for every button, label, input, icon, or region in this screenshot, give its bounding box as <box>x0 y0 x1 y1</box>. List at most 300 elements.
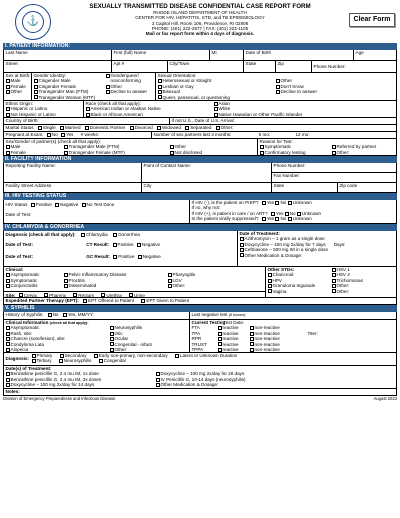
viral-checkbox[interactable] <box>262 217 266 221</box>
option-label: reactive <box>222 330 239 336</box>
weeks-label: # weeks: <box>80 132 99 137</box>
hiv-test-date-field[interactable]: Date of Test: <box>5 212 32 217</box>
syph-clinical-checkbox[interactable] <box>6 337 10 341</box>
site-label: Site: <box>5 292 16 297</box>
reason-checkbox[interactable] <box>332 151 336 155</box>
other-checkbox[interactable] <box>6 90 10 94</box>
phone-field[interactable]: Phone Number: <box>313 64 346 69</box>
option-label: Primary <box>36 353 53 358</box>
option-label: Doxycycline – 100 mg 2x/day for 7 days <box>244 241 326 247</box>
option-label: Native Hawaiian or Other Pacific Islander <box>218 111 303 117</box>
option-label: Yes, MM/YY: <box>67 312 94 317</box>
option-label: Benzathine penicillin G, 2.4 mu IM, 3x doses <box>10 376 102 382</box>
clinical-checkbox[interactable] <box>6 284 10 288</box>
site-checkbox[interactable] <box>101 293 105 297</box>
test-name: TPA <box>191 330 201 336</box>
demographics-row <box>3 73 397 101</box>
gender-checkbox[interactable] <box>34 79 38 83</box>
notes-row <box>3 389 397 396</box>
gender-checkbox[interactable] <box>34 95 38 99</box>
marital-status-label: Marital Status <box>5 125 34 130</box>
reactive-checkbox[interactable] <box>218 326 222 330</box>
reason-for-test-group <box>258 139 396 155</box>
std-checkbox[interactable] <box>268 279 272 283</box>
nonreactive-checkbox[interactable] <box>250 332 254 336</box>
option-label: Tertiary <box>36 358 52 364</box>
site-checkbox[interactable] <box>129 293 133 297</box>
other-stds-group <box>266 267 396 297</box>
syphilis-history-group <box>4 312 190 319</box>
option-label: Congenital - infant <box>114 341 152 347</box>
option-label: Transgender Female (MTF) <box>68 149 125 155</box>
female-checkbox[interactable] <box>6 85 10 89</box>
viral-checkbox[interactable] <box>288 217 292 221</box>
option-label: Pharyngitis <box>172 272 196 278</box>
syph-clinical-checkbox[interactable] <box>110 337 114 341</box>
option-label: Not Hispanic or Latino <box>10 111 56 117</box>
section-facility-info: II. FACILITY INFORMATION <box>3 156 397 163</box>
ept-offered-checkbox[interactable] <box>83 299 87 303</box>
partner-checkbox[interactable] <box>170 145 174 149</box>
gc-result-checkbox[interactable] <box>113 255 117 259</box>
option-label: Cisgender Male <box>38 78 71 84</box>
option-label: Neurosyphilis <box>114 325 143 331</box>
gender-checkbox[interactable] <box>106 74 110 78</box>
option-label: Asymptomatic <box>10 272 40 278</box>
syphilis-clinical-group <box>4 320 190 352</box>
prep-checkbox[interactable] <box>262 201 266 205</box>
sex-at-birth-label: Sex at Birth: <box>5 73 31 78</box>
option-label: non-reactive <box>254 341 280 347</box>
syph-clinical-checkbox[interactable] <box>6 332 10 336</box>
option-label: Other Medication & Dosage: <box>244 252 303 258</box>
option-label: Single <box>42 125 56 130</box>
option-label: Yes <box>275 210 284 216</box>
reactive-checkbox[interactable] <box>218 337 222 341</box>
option-label: Secondary <box>64 353 87 358</box>
treatment-date-label: Date of Treatment: <box>239 231 280 236</box>
syph-dx-checkbox[interactable] <box>32 354 36 358</box>
art-checkbox[interactable] <box>271 212 275 216</box>
option-label: Positive <box>35 202 52 207</box>
current-testing-group <box>190 320 396 352</box>
viral-question: Is the patient virally suppressed? <box>191 216 259 222</box>
contact-name-field[interactable]: Point of Contact Name: <box>142 163 272 182</box>
gender-identity-group <box>32 73 156 100</box>
syph-clinical-checkbox[interactable] <box>6 348 10 352</box>
gc-result-label: GC Result: <box>86 254 111 259</box>
race-checkbox[interactable] <box>214 113 218 117</box>
hiv-status-checkbox[interactable] <box>55 203 59 207</box>
race-group <box>84 101 396 117</box>
hiv-status-checkbox[interactable] <box>31 203 35 207</box>
reason-checkbox[interactable] <box>260 151 264 155</box>
gc-date-label: Date of Test: <box>5 254 33 259</box>
male-checkbox[interactable] <box>6 79 10 83</box>
viral-checkbox[interactable] <box>275 217 279 221</box>
ept-row <box>3 298 397 305</box>
marital-checkbox[interactable] <box>157 126 161 130</box>
option-label: non-reactive <box>254 325 280 331</box>
option-label: No <box>280 216 287 222</box>
clinical-checkbox[interactable] <box>64 273 68 277</box>
race-checkbox[interactable] <box>214 102 218 106</box>
option-label: Female <box>10 83 26 89</box>
mail-note: Mail or fax report form within 4 days of diagnosis. <box>145 31 255 37</box>
clinical-info-label: Clinical Information <box>5 320 49 325</box>
option-label: Other <box>110 83 122 89</box>
age-field[interactable]: Age <box>355 50 364 55</box>
six-month-label: 6 mo: <box>258 132 271 137</box>
facility-zip-field[interactable]: Zip code <box>339 183 358 188</box>
syph-dx-checkbox[interactable] <box>32 359 36 363</box>
site-checkbox[interactable] <box>268 289 272 293</box>
nonreactive-checkbox[interactable] <box>250 348 254 352</box>
hiv-row <box>3 200 397 224</box>
ethnic-origin-label: Ethnic Origin: <box>5 101 34 106</box>
clinical-checkbox[interactable] <box>6 279 10 283</box>
site-group <box>4 291 265 297</box>
facility-phone-field[interactable]: Phone Number: <box>272 163 396 173</box>
syph-dx-checkbox[interactable] <box>99 359 103 363</box>
history-yes-checkbox[interactable] <box>63 313 67 317</box>
marital-checkbox[interactable] <box>38 126 42 130</box>
pregnant-no-checkbox[interactable] <box>47 133 51 137</box>
reason-checkbox[interactable] <box>332 145 336 149</box>
facility-name-field[interactable]: Reporting Facility Name: <box>4 163 142 182</box>
option-label: Cisgender Female <box>38 83 77 89</box>
partner-reason-row <box>3 139 397 156</box>
nonreactive-checkbox[interactable] <box>250 326 254 330</box>
clinical-checkbox[interactable] <box>6 273 10 277</box>
option-label: Pharynx <box>49 292 66 297</box>
option-label: Don't Know <box>280 83 304 89</box>
option-label: Lesbian or Gay <box>162 83 194 89</box>
option-label: Widowed <box>162 125 181 130</box>
option-label: Doxycycline – 100 mg 2x/day for 28 days <box>160 371 245 377</box>
syph-clinical-checkbox[interactable] <box>6 326 10 330</box>
option-label: LGV <box>172 277 182 283</box>
option-label: American Indian or Alaskan Native <box>90 106 161 112</box>
reactive-checkbox[interactable] <box>218 342 222 346</box>
header-line: RHODE ISLAND DEPARTMENT OF HEALTH <box>153 10 247 16</box>
last-negative-label: Last negative test <box>191 312 228 317</box>
option-label: Female <box>10 149 26 155</box>
option-label: Rash, site: <box>10 330 33 336</box>
marital-checkbox[interactable] <box>216 126 220 130</box>
diagnosis-label: Diagnosis (check all that apply): <box>5 232 76 237</box>
partner-checkbox[interactable] <box>64 145 68 149</box>
gender-checkbox[interactable] <box>106 90 110 94</box>
option-label: No <box>51 132 58 137</box>
treatment-checkbox[interactable] <box>240 237 244 241</box>
mi-field[interactable]: MI <box>210 50 244 60</box>
race-label: Race (check all that apply): <box>85 101 141 106</box>
partner-checkbox[interactable] <box>6 145 10 149</box>
country-row <box>3 118 397 125</box>
days-label: Days: <box>333 241 346 247</box>
prep-checkbox[interactable] <box>275 201 279 205</box>
name-row <box>3 50 397 61</box>
ct-result-label: CT Result: <box>86 242 110 247</box>
marital-checkbox[interactable] <box>85 126 89 130</box>
option-label: Other: <box>114 346 128 352</box>
street-field[interactable]: Street <box>4 61 112 72</box>
gender-identity-label: Gender Identity: <box>33 73 67 78</box>
syph-treatment-checkbox[interactable] <box>156 378 160 382</box>
syph-clinical-checkbox[interactable] <box>110 342 114 346</box>
gender-checkbox[interactable] <box>106 85 110 89</box>
facility-fax-field[interactable]: Fax Number: <box>273 173 301 178</box>
clinical-checkbox[interactable] <box>168 284 172 288</box>
option-label: Latent or Unknown Duration <box>180 353 238 358</box>
section-patient-info: I. PATIENT INFORMATION: <box>3 43 397 50</box>
option-label: Other: <box>336 149 350 155</box>
marital-checkbox[interactable] <box>185 126 189 130</box>
orientation-checkbox[interactable] <box>158 85 162 89</box>
option-label: Decline to answer <box>280 89 318 95</box>
clinical-label: Clinical: <box>5 267 24 272</box>
clinical-checkbox[interactable] <box>64 284 68 288</box>
std-checkbox[interactable] <box>332 273 336 277</box>
us-arrival-date-field[interactable]: If not U.S., Date of U.S. Arrival: <box>171 118 235 123</box>
dob-field[interactable]: Date of Birth <box>244 50 354 60</box>
syph-dx-checkbox[interactable] <box>94 354 98 358</box>
prep-checkbox[interactable] <box>288 201 292 205</box>
clinical-checkbox[interactable] <box>64 279 68 283</box>
option-label: Hispanic or Latino <box>10 106 48 112</box>
page-footer <box>3 397 397 402</box>
option-label: Granuloma Inguinale <box>272 283 316 289</box>
ethnicity-checkbox[interactable] <box>6 113 10 117</box>
syphilis-clinical-row <box>3 320 397 353</box>
option-label: Negative <box>142 254 161 259</box>
form-header <box>3 3 397 43</box>
test-name: TPPA <box>191 346 204 352</box>
option-label: Transgender Woman (MTF) <box>38 94 96 100</box>
zip-field[interactable]: Zip <box>276 61 312 72</box>
header-line: PHONE: (401) 222-2577 | FAX: (401) 222-1105 <box>151 25 249 31</box>
other-stds-label: Other STDs: <box>267 267 295 272</box>
option-label: Negative <box>60 202 79 207</box>
option-label: Chancre (sore/lesion), site: <box>10 336 66 342</box>
sexual-orientation-group <box>156 73 396 100</box>
history-no-checkbox[interactable] <box>48 313 52 317</box>
race-checkbox[interactable] <box>214 107 218 111</box>
syphilis-diagnosis-row <box>3 353 397 366</box>
option-label: Unknown <box>292 216 312 222</box>
clinical-checkbox[interactable] <box>168 273 172 277</box>
option-label: Congenital <box>103 358 126 364</box>
treatment-checkbox[interactable] <box>240 248 244 252</box>
std-checkbox[interactable] <box>332 268 336 272</box>
reason-checkbox[interactable] <box>260 145 264 149</box>
partners-count-group <box>152 132 396 138</box>
reactive-checkbox[interactable] <box>218 332 222 336</box>
marital-status-group <box>4 125 396 131</box>
ct-date-label: Date of Test: <box>5 242 33 247</box>
ct-result-checkbox[interactable] <box>113 243 117 247</box>
option-label: reactive <box>222 325 239 331</box>
partner-checkbox[interactable] <box>64 151 68 155</box>
city-field[interactable]: City/Town <box>168 61 244 72</box>
orientation-checkbox[interactable] <box>158 90 162 94</box>
last-name-field[interactable]: Last Name <box>4 50 112 60</box>
option-label: Transgender Male (FTM) <box>68 144 120 150</box>
phone-fax-group <box>272 163 396 182</box>
footer-date: August 2023 <box>373 396 397 401</box>
option-label: non-reactive <box>254 330 280 336</box>
notes-field[interactable]: Notes: <box>5 389 20 394</box>
pregnancy-group <box>4 132 152 138</box>
option-label: Other: <box>336 283 350 289</box>
pregnant-yes-checkbox[interactable] <box>61 133 65 137</box>
option-label: Not disclosed <box>174 149 203 155</box>
std-checkbox[interactable] <box>332 279 336 283</box>
option-label: Urine <box>133 292 145 297</box>
site-checkbox[interactable] <box>73 293 77 297</box>
syph-dx-checkbox[interactable] <box>59 359 63 363</box>
reactive-checkbox[interactable] <box>218 348 222 352</box>
health-department-seal: ⚓ <box>15 4 51 40</box>
option-label: Divorced <box>134 125 153 130</box>
syph-treatment-checkbox[interactable] <box>6 378 10 382</box>
option-label: Benzathine penicillin G, 2.4 mu IM, 1x dose <box>10 371 99 377</box>
ctgc-treatment-group <box>238 231 396 266</box>
orientation-checkbox[interactable] <box>276 79 280 83</box>
std-checkbox[interactable] <box>332 284 336 288</box>
syph-dx-checkbox[interactable] <box>60 354 64 358</box>
std-checkbox[interactable] <box>268 273 272 277</box>
ctgc-diagnosis-group <box>4 231 238 266</box>
syph-diagnosis-label: Diagnosis: <box>5 356 29 361</box>
titer-label: Titer: <box>307 330 318 336</box>
country-of-birth-field[interactable]: Country of Birth: <box>4 118 170 124</box>
option-label: Domestic Partner <box>89 125 126 130</box>
test-name: RPR <box>191 336 202 342</box>
syph-treatment-checkbox[interactable] <box>156 383 160 387</box>
ethnicity-checkbox[interactable] <box>6 107 10 111</box>
syph-clinical-checkbox[interactable] <box>110 326 114 330</box>
site-checkbox[interactable] <box>44 293 48 297</box>
first-name-field[interactable]: First (full) Name <box>112 50 210 60</box>
marital-checkbox[interactable] <box>130 126 134 130</box>
section-syphilis: V. SYPHILIS <box>3 305 397 312</box>
std-checkbox[interactable] <box>268 284 272 288</box>
ethnicity-race-row <box>3 101 397 118</box>
facility-address-field[interactable]: Facility Street Address <box>4 183 142 192</box>
nonreactive-checkbox[interactable] <box>250 337 254 341</box>
orientation-checkbox[interactable] <box>276 90 280 94</box>
syph-dx-checkbox[interactable] <box>175 354 179 358</box>
gender-checkbox[interactable] <box>34 90 38 94</box>
option-label: Vagina <box>272 288 287 294</box>
option-label: HPV <box>272 277 282 283</box>
gonorrhea-checkbox[interactable] <box>113 233 117 237</box>
option-label: Yes <box>65 132 74 137</box>
state-field[interactable]: State <box>244 61 276 72</box>
facility-state-field[interactable]: State <box>272 183 338 192</box>
twelve-month-label: 12 mo: <box>295 132 310 137</box>
art-checkbox[interactable] <box>297 212 301 216</box>
treatment-checkbox[interactable] <box>240 243 244 247</box>
ct-result-checkbox[interactable] <box>137 243 141 247</box>
treatment-checkbox[interactable] <box>240 253 244 257</box>
option-label: Disseminated <box>68 283 97 289</box>
option-label: Heterosexual or straight <box>162 78 212 84</box>
ept-given-checkbox[interactable] <box>141 299 145 303</box>
option-label: Urethra <box>106 292 122 297</box>
partner-checkbox[interactable] <box>170 151 174 155</box>
clear-form-button[interactable]: Clear Form <box>349 13 395 27</box>
syphilis-treatment-row <box>3 366 397 389</box>
site-checkbox[interactable] <box>19 293 23 297</box>
option-label: Other: <box>336 288 350 294</box>
option-label: Married <box>64 125 81 130</box>
syph-clinical-checkbox[interactable] <box>6 342 10 346</box>
chlamydia-checkbox[interactable] <box>81 233 85 237</box>
syph-treatment-checkbox[interactable] <box>6 383 10 387</box>
race-checkbox[interactable] <box>86 107 90 111</box>
option-label: Pelvic Inflammatory Disease <box>68 272 127 278</box>
partner-checkbox[interactable] <box>6 151 10 155</box>
orientation-checkbox[interactable] <box>276 85 280 89</box>
facility-city-field[interactable]: City <box>142 183 272 192</box>
hiv-status-checkbox[interactable] <box>82 203 86 207</box>
marital-checkbox[interactable] <box>60 126 64 130</box>
orientation-checkbox[interactable] <box>158 95 162 99</box>
option-label: Otic <box>114 330 123 336</box>
gc-result-checkbox[interactable] <box>138 255 142 259</box>
syph-treatment-checkbox[interactable] <box>6 372 10 376</box>
option-label: Early non-primary, non-secondary <box>98 353 168 358</box>
option-label: reactive <box>222 346 239 352</box>
option-label: Unknown <box>292 200 312 205</box>
syph-treatment-checkbox[interactable] <box>156 372 160 376</box>
art-checkbox[interactable] <box>285 212 289 216</box>
gender-checkbox[interactable] <box>34 85 38 89</box>
option-label: Ocular <box>114 336 129 342</box>
address-row <box>3 61 397 73</box>
partner-gender-group <box>4 139 258 155</box>
option-label: Other: <box>220 125 234 130</box>
history-label: History of Syphilis: <box>5 312 44 317</box>
option-label: No <box>280 200 287 205</box>
option-label: Confirmatory testing <box>264 149 306 155</box>
syph-clinical-checkbox[interactable] <box>110 348 114 352</box>
header-text <box>63 3 337 37</box>
last-negative-group[interactable] <box>190 312 396 319</box>
marital-row <box>3 125 397 132</box>
option-label: Other <box>174 144 186 150</box>
option-label: Genderqueer/ <box>110 73 139 78</box>
option-label: Positive <box>118 254 135 259</box>
option-label: Decline to answer <box>110 89 148 95</box>
nonreactive-checkbox[interactable] <box>250 342 254 346</box>
race-checkbox[interactable] <box>86 113 90 117</box>
prep-reason-field[interactable]: If no, why not: <box>191 205 221 211</box>
option-label: Azithromycin – 1 gram as a single dose <box>244 236 325 242</box>
prep-question: If HIV (-), is the patient on PrEP? <box>191 200 259 205</box>
syph-clinical-checkbox[interactable] <box>110 332 114 336</box>
orientation-checkbox[interactable] <box>158 79 162 83</box>
if-known-note: (if known): <box>228 313 247 317</box>
option-label: Unknown <box>301 210 322 216</box>
clinical-checkbox[interactable] <box>168 279 172 283</box>
apt-field[interactable]: Apt # <box>112 61 168 72</box>
test-name: TRUST <box>191 341 207 347</box>
site-checkbox[interactable] <box>332 289 336 293</box>
